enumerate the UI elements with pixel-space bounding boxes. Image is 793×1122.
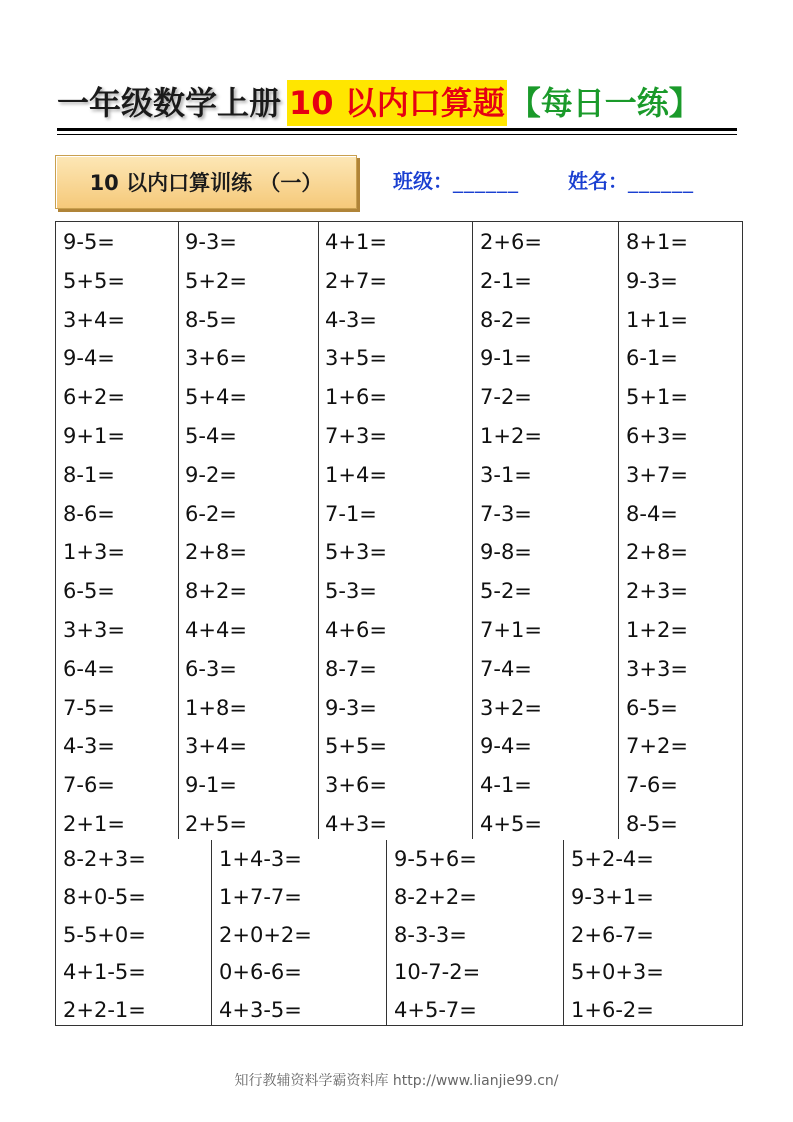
problem: 4-3= bbox=[325, 307, 377, 332]
problem: 6-5= bbox=[63, 579, 115, 604]
problem: 6-5= bbox=[626, 695, 678, 720]
problem: 8+2= bbox=[185, 579, 247, 604]
problem: 4+1= bbox=[325, 230, 387, 254]
problem: 4+5-7= bbox=[394, 998, 477, 1023]
problem: 7+3= bbox=[325, 423, 387, 448]
mixed-problem-column-3 bbox=[394, 841, 480, 1030]
problem: 2+6= bbox=[480, 230, 542, 254]
problem: 1+4= bbox=[325, 462, 387, 487]
problem: 2+8= bbox=[626, 540, 688, 565]
name-label: 姓名： bbox=[568, 169, 628, 193]
problem: 1+7-7= bbox=[219, 884, 302, 909]
problem: 2+0+2= bbox=[219, 922, 312, 947]
problem: 5+1= bbox=[626, 385, 688, 410]
problem: 4+5= bbox=[480, 811, 542, 836]
problem: 10-7-2= bbox=[394, 960, 481, 985]
problem: 1+6-2= bbox=[571, 998, 654, 1023]
problem: 8-4= bbox=[626, 501, 678, 526]
problem: 1+3= bbox=[63, 540, 125, 565]
title-rule-thin bbox=[57, 134, 737, 135]
problem: 9-4= bbox=[63, 346, 115, 371]
problem: 8-2+3= bbox=[63, 847, 146, 871]
problem: 2+2-1= bbox=[63, 998, 146, 1023]
grid-divider bbox=[211, 840, 212, 1025]
problem: 1+1= bbox=[626, 307, 688, 332]
class-label: 班级： bbox=[393, 169, 453, 193]
problem: 0+6-6= bbox=[219, 960, 302, 985]
problem: 9-1= bbox=[480, 346, 532, 371]
problem: 6-2= bbox=[185, 501, 237, 526]
grid-divider bbox=[178, 222, 179, 839]
problem: 5+0+3= bbox=[571, 960, 664, 985]
problem: 5-3= bbox=[325, 579, 377, 604]
problem: 8-6= bbox=[63, 501, 115, 526]
problem: 2+8= bbox=[185, 540, 247, 565]
grid-divider bbox=[386, 840, 387, 1025]
problem: 6-1= bbox=[626, 346, 678, 371]
problem: 2+1= bbox=[63, 811, 125, 836]
mixed-problem-column-4 bbox=[571, 841, 664, 1030]
footer-watermark: 知行教辅资料学霸资料库 http://www.lianjie99.cn/ bbox=[234, 1073, 559, 1089]
problem: 7-2= bbox=[480, 385, 532, 410]
problem: 6-3= bbox=[185, 656, 237, 681]
problem: 9-5+6= bbox=[394, 847, 477, 871]
problem: 5+2-4= bbox=[571, 847, 654, 871]
problem-column-5 bbox=[626, 223, 688, 844]
problem: 1+8= bbox=[185, 695, 247, 720]
problem: 3+4= bbox=[63, 307, 125, 332]
problem: 3+5= bbox=[325, 346, 387, 371]
problem: 9-3+1= bbox=[571, 884, 654, 909]
problem: 8-1= bbox=[63, 462, 115, 487]
problem: 2-1= bbox=[480, 268, 532, 293]
title-topic-highlight: 10 以内口算题 bbox=[287, 80, 507, 126]
mixed-problem-column-1 bbox=[63, 841, 146, 1030]
problem: 4+3-5= bbox=[219, 998, 302, 1023]
problem: 9-3= bbox=[185, 230, 237, 254]
problem: 5+5= bbox=[325, 734, 387, 759]
title-daily: 【每日一练】 bbox=[508, 84, 701, 122]
problem: 1+2= bbox=[626, 617, 688, 642]
problem: 3+4= bbox=[185, 734, 247, 759]
class-field bbox=[393, 165, 519, 197]
problem: 5+2= bbox=[185, 268, 247, 293]
problem: 8+1= bbox=[626, 230, 688, 254]
problem: 9-8= bbox=[480, 540, 532, 565]
class-blank[interactable]: ______ bbox=[453, 169, 519, 193]
problem: 4+1-5= bbox=[63, 960, 146, 985]
problem: 1+4-3= bbox=[219, 847, 302, 871]
problem: 9-1= bbox=[185, 773, 237, 798]
problem: 1+6= bbox=[325, 385, 387, 410]
problem: 9-5= bbox=[63, 230, 115, 254]
problem: 5+5= bbox=[63, 268, 125, 293]
problem: 3+2= bbox=[480, 695, 542, 720]
problem: 4+4= bbox=[185, 617, 247, 642]
problem: 9-3= bbox=[626, 268, 678, 293]
name-field bbox=[568, 165, 694, 197]
problem: 3+6= bbox=[325, 773, 387, 798]
problem: 8-5= bbox=[185, 307, 237, 332]
title-grade: 一年级数学上册 bbox=[57, 84, 282, 122]
grid-divider bbox=[472, 222, 473, 839]
problem: 4+6= bbox=[325, 617, 387, 642]
problem-column-3 bbox=[325, 223, 387, 844]
problem: 9-3= bbox=[325, 695, 377, 720]
problem: 2+6-7= bbox=[571, 922, 654, 947]
problem: 8-7= bbox=[325, 656, 377, 681]
problem: 2+3= bbox=[626, 579, 688, 604]
problem: 2+5= bbox=[185, 811, 247, 836]
grid-divider bbox=[618, 222, 619, 839]
problem: 8-5= bbox=[626, 811, 678, 836]
problem: 3+3= bbox=[63, 617, 125, 642]
problem: 7-6= bbox=[63, 773, 115, 798]
grid-divider bbox=[563, 840, 564, 1025]
problem: 7+2= bbox=[626, 734, 688, 759]
problem-column-1 bbox=[63, 223, 125, 844]
problem: 5+4= bbox=[185, 385, 247, 410]
problem: 4-3= bbox=[63, 734, 115, 759]
problem: 8+0-5= bbox=[63, 884, 146, 909]
problem: 9+1= bbox=[63, 423, 125, 448]
problem: 9-4= bbox=[480, 734, 532, 759]
problem: 3+6= bbox=[185, 346, 247, 371]
problem: 7-3= bbox=[480, 501, 532, 526]
exercise-label-badge: 10 以内口算训练 （一） bbox=[55, 155, 357, 209]
problem: 5-2= bbox=[480, 579, 532, 604]
problem: 8-3-3= bbox=[394, 922, 467, 947]
problem: 7-4= bbox=[480, 656, 532, 681]
problem: 4-1= bbox=[480, 773, 532, 798]
problem: 7-6= bbox=[626, 773, 678, 798]
problem: 7+1= bbox=[480, 617, 542, 642]
problem: 2+7= bbox=[325, 268, 387, 293]
problem-column-2 bbox=[185, 223, 247, 844]
title-rule-thick bbox=[57, 128, 737, 131]
name-blank[interactable]: ______ bbox=[628, 169, 694, 193]
mixed-problem-column-2 bbox=[219, 841, 312, 1030]
problem: 6+2= bbox=[63, 385, 125, 410]
problem: 9-2= bbox=[185, 462, 237, 487]
problem: 5-5+0= bbox=[63, 922, 146, 947]
problem-column-4 bbox=[480, 223, 542, 844]
problem: 4+3= bbox=[325, 811, 387, 836]
problem: 6+3= bbox=[626, 423, 688, 448]
problem: 5+3= bbox=[325, 540, 387, 565]
grid-divider bbox=[318, 222, 319, 839]
problem: 3-1= bbox=[480, 462, 532, 487]
problem: 1+2= bbox=[480, 423, 542, 448]
problem: 3+7= bbox=[626, 462, 688, 487]
problem: 5-4= bbox=[185, 423, 237, 448]
problem: 8-2= bbox=[480, 307, 532, 332]
problem: 8-2+2= bbox=[394, 884, 477, 909]
page-title bbox=[57, 80, 701, 126]
problem: 6-4= bbox=[63, 656, 115, 681]
problem: 7-1= bbox=[325, 501, 377, 526]
problem: 3+3= bbox=[626, 656, 688, 681]
problem: 7-5= bbox=[63, 695, 115, 720]
